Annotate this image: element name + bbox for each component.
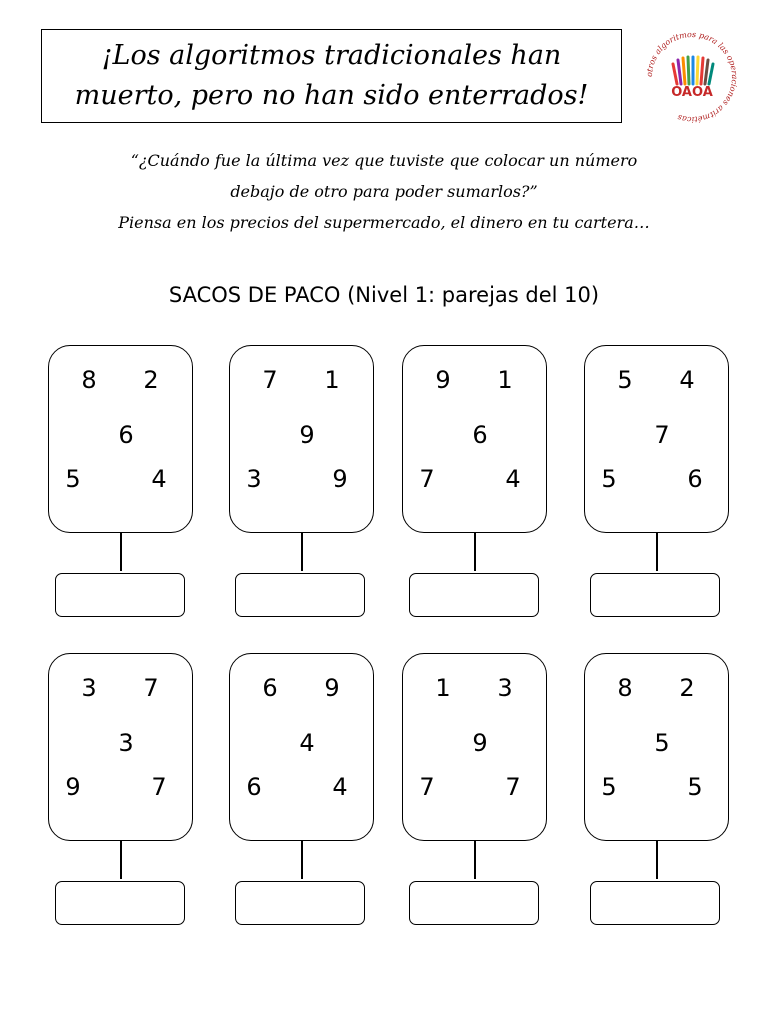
title-line-2: muerto, pero no han sido enterrados! [74,80,589,111]
sack-stem [120,841,122,879]
sack-number: 8 [81,366,97,394]
sack-number: 7 [505,773,521,801]
sack-stem [301,533,303,571]
sack-number: 7 [262,366,278,394]
oaoa-logo-graphic [639,24,745,130]
logo-text: OAOA [671,85,713,100]
sack-number: 7 [143,674,159,702]
answer-box[interactable] [590,573,720,617]
sack-number: 4 [505,465,521,493]
intro-text [0,145,768,238]
sack-number: 5 [65,465,81,493]
sack-number: 2 [679,674,695,702]
sack-number: 5 [601,773,617,801]
sack-card [584,345,729,533]
title-box [41,29,622,123]
sack-card [48,345,193,533]
sack-number: 9 [299,421,315,449]
sack-card [48,653,193,841]
sack-number: 4 [299,729,315,757]
sack-number: 9 [435,366,451,394]
sack-number: 2 [143,366,159,394]
sack-number: 5 [654,729,670,757]
answer-box[interactable] [409,881,539,925]
sack-number: 4 [332,773,348,801]
sack-number: 5 [601,465,617,493]
sack-stem [656,533,658,571]
answer-box[interactable] [55,881,185,925]
logo-arc-text: otros algoritmos para las operaciones aritméticas [644,29,740,125]
sack-number: 9 [324,674,340,702]
sack-card [229,345,374,533]
sack-number: 7 [654,421,670,449]
sack-stem [301,841,303,879]
sack-number: 7 [419,465,435,493]
sack-number: 9 [65,773,81,801]
oaoa-logo [639,24,745,130]
intro-line-2: debajo de otro para poder sumarlos?” [230,182,538,201]
sack-number: 6 [118,421,134,449]
sack-number: 7 [151,773,167,801]
sack-stem [120,533,122,571]
sack-stem [656,841,658,879]
sack-stem [474,841,476,879]
sack-number: 6 [472,421,488,449]
intro-line-1: “¿Cuándo fue la última vez que tuviste que colocar un número [130,151,638,170]
sack-number: 4 [151,465,167,493]
sack-stem [474,533,476,571]
sack-number: 3 [246,465,262,493]
title-line-1: ¡Los algoritmos tradicionales han [101,40,562,71]
sack-card [402,345,547,533]
answer-box[interactable] [235,881,365,925]
sack-number: 5 [687,773,703,801]
sack-number: 6 [246,773,262,801]
sack-number: 3 [118,729,134,757]
sack-number: 3 [81,674,97,702]
sack-number: 4 [679,366,695,394]
answer-box[interactable] [55,573,185,617]
intro-line-3: Piensa en los precios del supermercado, el dinero en tu cartera… [118,213,650,232]
sack-card [584,653,729,841]
sack-card [229,653,374,841]
sack-number: 1 [435,674,451,702]
sack-card [402,653,547,841]
sack-number: 5 [617,366,633,394]
sack-number: 1 [324,366,340,394]
sack-number: 7 [419,773,435,801]
answer-box[interactable] [235,573,365,617]
sack-number: 3 [497,674,513,702]
sack-number: 9 [472,729,488,757]
answer-box[interactable] [590,881,720,925]
sack-number: 9 [332,465,348,493]
sack-number: 8 [617,674,633,702]
section-title: SACOS DE PACO (Nivel 1: parejas del 10) [168,283,600,307]
answer-box[interactable] [409,573,539,617]
sack-number: 6 [687,465,703,493]
sack-number: 6 [262,674,278,702]
sack-number: 1 [497,366,513,394]
